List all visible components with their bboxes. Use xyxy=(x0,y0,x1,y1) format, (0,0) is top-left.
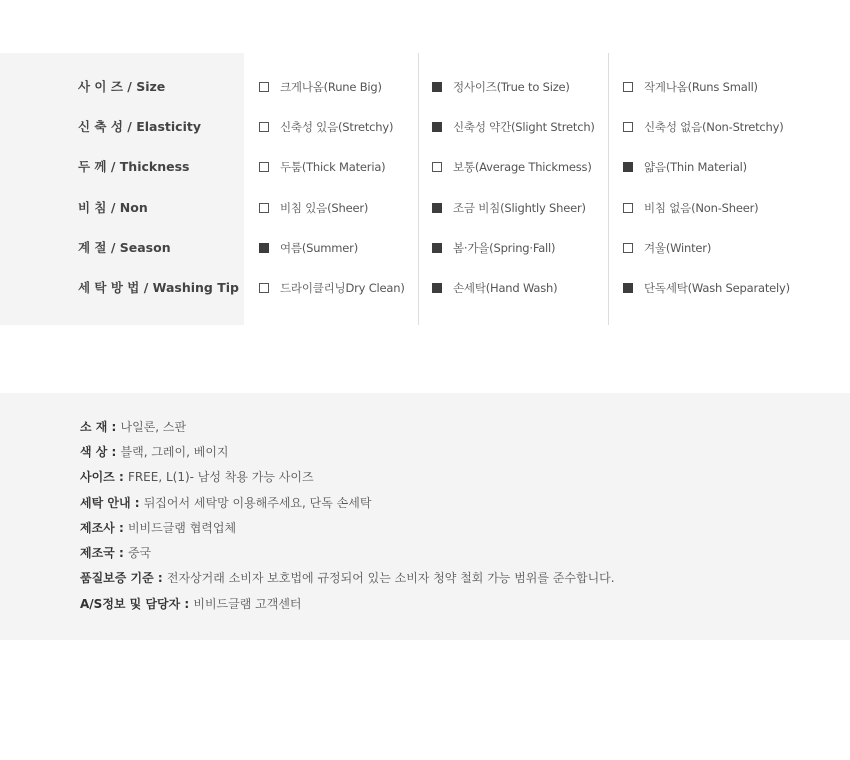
option-label: 조금 비침(Slightly Sheer) xyxy=(453,201,586,215)
option-label: 두툼(Thick Materia) xyxy=(280,160,386,174)
unchecked-box-icon xyxy=(623,203,633,213)
row-label: 사 이 즈 / Size xyxy=(78,79,166,94)
option-label: 얇음(Thin Material) xyxy=(644,160,747,174)
row-label: 신 축 성 / Elasticity xyxy=(78,119,201,134)
checked-box-icon xyxy=(432,243,442,253)
info-row-as-contact xyxy=(80,592,302,616)
option-label: 드라이클리닝Dry Clean) xyxy=(280,281,405,295)
info-value: 블랙, 그레이, 베이지 xyxy=(120,445,229,459)
option-label: 겨울(Winter) xyxy=(644,241,712,255)
fit-row-washing-tip xyxy=(0,268,850,308)
info-row-size xyxy=(80,465,314,489)
fit-row-size xyxy=(0,67,850,107)
unchecked-box-icon xyxy=(259,203,269,213)
option-label: 비침 있음(Sheer) xyxy=(280,201,369,215)
product-info-panel xyxy=(0,393,850,640)
info-value: 중국 xyxy=(127,546,152,560)
unchecked-box-icon xyxy=(259,283,269,293)
option-label: 작게나옴(Runs Small) xyxy=(644,80,758,94)
checked-box-icon xyxy=(623,162,633,172)
info-key: 소 재 : xyxy=(80,420,121,434)
checked-box-icon xyxy=(432,203,442,213)
info-key: 사이즈 : xyxy=(80,470,128,484)
option-thick xyxy=(259,147,385,187)
info-key: 제조국 : xyxy=(80,546,128,560)
option-slight-stretch xyxy=(432,107,595,147)
option-stretchy xyxy=(259,107,393,147)
info-key: 제조사 : xyxy=(80,521,128,535)
option-label: 단독세탁(Wash Separately) xyxy=(644,281,790,295)
row-label: 비 침 / Non xyxy=(78,200,148,215)
option-run-big xyxy=(259,67,382,107)
option-label: 손세탁(Hand Wash) xyxy=(453,281,558,295)
fit-row-season xyxy=(0,228,850,268)
option-label: 비침 없음(Non-Sheer) xyxy=(644,201,759,215)
info-row-material xyxy=(80,415,186,439)
info-value: 뒤집어서 세탁망 이용해주세요, 단독 손세탁 xyxy=(143,496,372,510)
info-value: 비비드글램 고객센터 xyxy=(193,597,302,611)
option-wash-separately xyxy=(623,268,790,308)
option-non-sheer xyxy=(623,188,758,228)
option-dry-clean xyxy=(259,268,405,308)
unchecked-box-icon xyxy=(259,162,269,172)
option-label: 보통(Average Thickmess) xyxy=(453,160,592,174)
option-thin xyxy=(623,147,747,187)
option-label: 여름(Summer) xyxy=(280,241,358,255)
unchecked-box-icon xyxy=(259,82,269,92)
unchecked-box-icon xyxy=(259,122,269,132)
row-label: 계 절 / Season xyxy=(78,240,171,255)
option-non-stretchy xyxy=(623,107,784,147)
info-row-country xyxy=(80,541,151,565)
option-runs-small xyxy=(623,67,758,107)
row-label: 세 탁 방 법 / Washing Tip xyxy=(78,280,239,295)
option-slightly-sheer xyxy=(432,188,586,228)
option-true-to-size xyxy=(432,67,570,107)
checked-box-icon xyxy=(623,283,633,293)
checked-box-icon xyxy=(432,122,442,132)
fit-row-sheer xyxy=(0,188,850,228)
option-label: 신축성 있음(Stretchy) xyxy=(280,120,394,134)
checked-box-icon xyxy=(432,82,442,92)
unchecked-box-icon xyxy=(623,82,633,92)
option-spring-fall xyxy=(432,228,555,268)
option-hand-wash xyxy=(432,268,557,308)
info-value: FREE, L(1)- 남성 착용 가능 사이즈 xyxy=(127,470,314,484)
option-summer xyxy=(259,228,358,268)
checked-box-icon xyxy=(259,243,269,253)
checked-box-icon xyxy=(432,283,442,293)
option-label: 신축성 없음(Non-Stretchy) xyxy=(644,120,784,134)
unchecked-box-icon xyxy=(623,122,633,132)
unchecked-box-icon xyxy=(623,243,633,253)
option-label: 정사이즈(True to Size) xyxy=(453,80,570,94)
info-value: 전자상거래 소비자 보호법에 규정되어 있는 소비자 청약 철회 가능 범위를 준수합니다. xyxy=(166,571,615,585)
option-sheer xyxy=(259,188,368,228)
info-row-quality-warranty xyxy=(80,566,615,590)
info-key: A/S정보 및 담당자 : xyxy=(80,597,194,611)
option-label: 신축성 약간(Slight Stretch) xyxy=(453,120,595,134)
info-key: 품질보증 기준 : xyxy=(80,571,167,585)
info-value: 비비드글램 협력업체 xyxy=(127,521,237,535)
info-value: 나일론, 스판 xyxy=(120,420,187,434)
option-winter xyxy=(623,228,711,268)
info-key: 세탁 안내 : xyxy=(80,496,144,510)
option-label: 크게나옴(Rune Big) xyxy=(280,80,382,94)
fit-characteristics-table xyxy=(0,53,850,325)
fit-row-elasticity xyxy=(0,107,850,147)
option-average-thickness xyxy=(432,147,592,187)
info-row-washing-guide xyxy=(80,491,371,515)
info-row-color xyxy=(80,440,229,464)
row-label: 두 께 / Thickness xyxy=(78,159,190,174)
info-key: 색 상 : xyxy=(80,445,121,459)
unchecked-box-icon xyxy=(432,162,442,172)
option-label: 봄·가을(Spring·Fall) xyxy=(453,241,556,255)
info-row-manufacturer xyxy=(80,516,236,540)
fit-row-thickness xyxy=(0,147,850,187)
